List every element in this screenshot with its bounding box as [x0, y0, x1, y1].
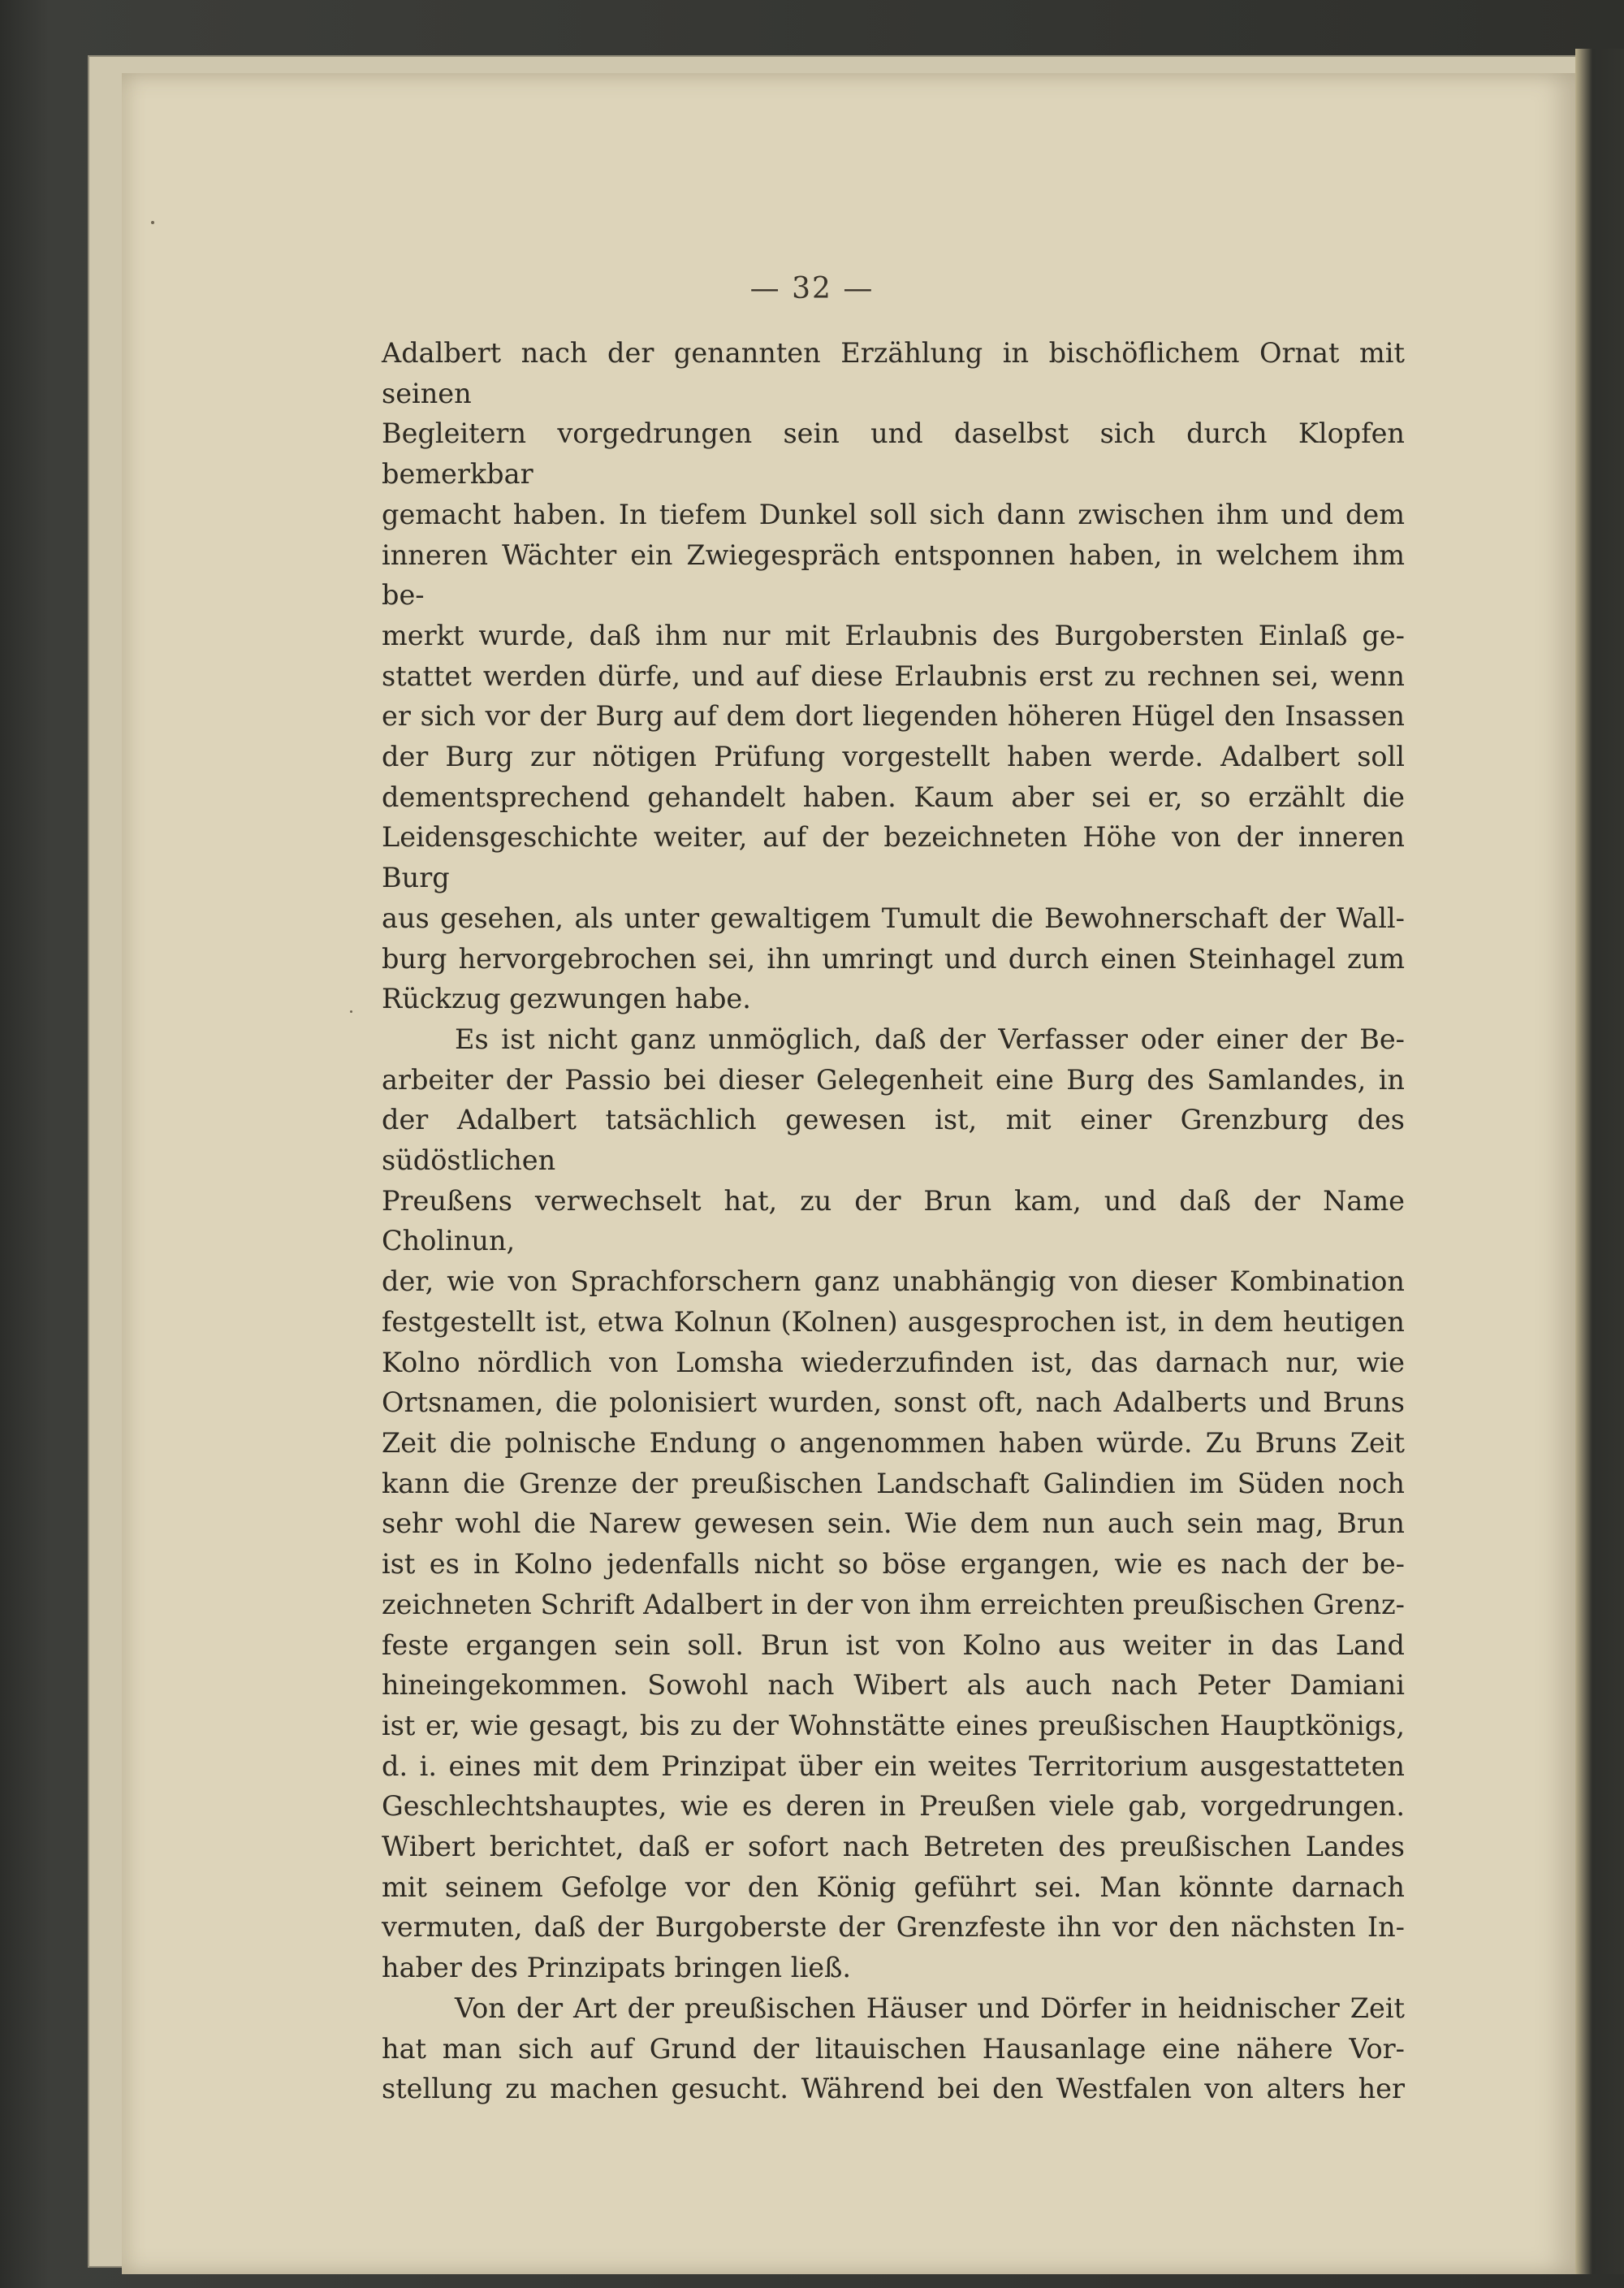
text-line: Kolno nördlich von Lomsha wiederzufinden ist, das darnach nur, wie: [382, 1346, 1405, 1378]
text-line: mit seinem Gefolge vor den König geführt sei. Man könnte darnach: [382, 1871, 1405, 1903]
text-line: arbeiter der Passio bei dieser Gelegenheit eine Burg des Samlandes, in: [382, 1063, 1405, 1096]
body-text: [382, 333, 1405, 2109]
text-line: stattet werden dürfe, und auf diese Erlaubnis erst zu rechnen sei, wenn: [382, 660, 1405, 692]
text-line: burg hervorgebrochen sei, ihn umringt und durch einen Steinhagel zum: [382, 942, 1405, 975]
text-line: dementsprechend gehandelt haben. Kaum aber sei er, so erzählt die: [382, 781, 1405, 813]
paragraph: [382, 1988, 1405, 2109]
text-line: Leidensgeschichte weiter, auf der bezeichneten Höhe von der inneren Burg: [382, 821, 1405, 894]
text-line: Es ist nicht ganz unmöglich, daß der Verfasser oder einer der Be-: [455, 1023, 1405, 1055]
text-line: ist er, wie gesagt, bis zu der Wohnstätte eines preußischen Hauptkönigs,: [382, 1709, 1405, 1741]
text-line: Begleitern vorgedrungen sein und daselbst sich durch Klopfen bemerkbar: [382, 417, 1405, 491]
text-line: stellung zu machen gesucht. Während bei den Westfalen von alters her: [382, 2073, 1405, 2105]
text-line: kann die Grenze der preußischen Landschaft Galindien im Süden noch: [382, 1467, 1405, 1499]
text-line: Zeit die polnische Endung o angenommen haben würde. Zu Bruns Zeit: [382, 1426, 1405, 1459]
text-line: er sich vor der Burg auf dem dort liegenden höheren Hügel den Insassen: [382, 700, 1405, 733]
text-line: der Burg zur nötigen Prüfung vorgestellt haben werde. Adalbert soll: [382, 741, 1405, 773]
text-line: Rückzug gezwungen habe.: [382, 983, 751, 1015]
text-line: gemacht haben. In tiefem Dunkel soll sich dann zwischen ihm und dem: [382, 498, 1405, 530]
text-line: feste ergangen sein soll. Brun ist von Kolno aus weiter in das Land: [382, 1628, 1405, 1661]
text-line: haber des Prinzipats bringen ließ.: [382, 1952, 852, 1984]
text-line: der Adalbert tatsächlich gewesen ist, mit einer Grenzburg des südöstlichen: [382, 1104, 1405, 1177]
text-line: aus gesehen, als unter gewaltigem Tumult die Bewohnerschaft der Wall-: [382, 902, 1405, 934]
paper-speck: [151, 221, 154, 224]
text-line: hineingekommen. Sowohl nach Wibert als auch nach Peter Damiani: [382, 1669, 1405, 1702]
text-line: hat man sich auf Grund der litauischen Hausanlage eine nähere Vor-: [382, 2032, 1405, 2065]
page-number: — 32 —: [749, 272, 875, 305]
text-line: Adalbert nach der genannten Erzählung in bischöflichem Ornat mit seinen: [382, 337, 1405, 409]
text-line: ist es in Kolno jedenfalls nicht so böse ergangen, wie es nach der be-: [382, 1548, 1405, 1581]
text-line: zeichneten Schrift Adalbert in der von ihm erreichten preußischen Grenz-: [382, 1588, 1405, 1620]
text-line: d. i. eines mit dem Prinzipat über ein weites Territorium ausgestatteten: [382, 1750, 1405, 1782]
text-line: sehr wohl die Narew gewesen sein. Wie dem nun auch sein mag, Brun: [382, 1507, 1405, 1540]
paragraph: [382, 1019, 1405, 1988]
text-line: Wibert berichtet, daß er sofort nach Betreten des preußischen Landes: [382, 1831, 1405, 1863]
text-line: Geschlechtshauptes, wie es deren in Preußen viele gab, vorgedrungen.: [382, 1790, 1405, 1823]
paragraph: [382, 333, 1405, 1019]
text-line: merkt wurde, daß ihm nur mit Erlaubnis des Burgobersten Einlaß ge-: [382, 619, 1405, 651]
paper-speck: [350, 1010, 352, 1013]
text-line: vermuten, daß der Burgoberste der Grenzfeste ihn vor den nächsten In-: [382, 1911, 1405, 1944]
right-cover-edge: [1575, 49, 1624, 2274]
text-line: Preußens verwechselt hat, zu der Brun kam, und daß der Name Cholinun,: [382, 1184, 1405, 1257]
text-line: der, wie von Sprachforschern ganz unabhängig von dieser Kombination: [382, 1265, 1405, 1298]
text-line: inneren Wächter ein Zwiegespräch entsponnen haben, in welchem ihm be-: [382, 538, 1405, 612]
text-line: festgestellt ist, etwa Kolnun (Kolnen) ausgesprochen ist, in dem heutigen: [382, 1305, 1405, 1338]
text-line: Von der Art der preußischen Häuser und Dörfer in heidnischer Zeit: [455, 1992, 1405, 2024]
text-line: Ortsnamen, die polonisiert wurden, sonst oft, nach Adalberts und Bruns: [382, 1386, 1405, 1419]
